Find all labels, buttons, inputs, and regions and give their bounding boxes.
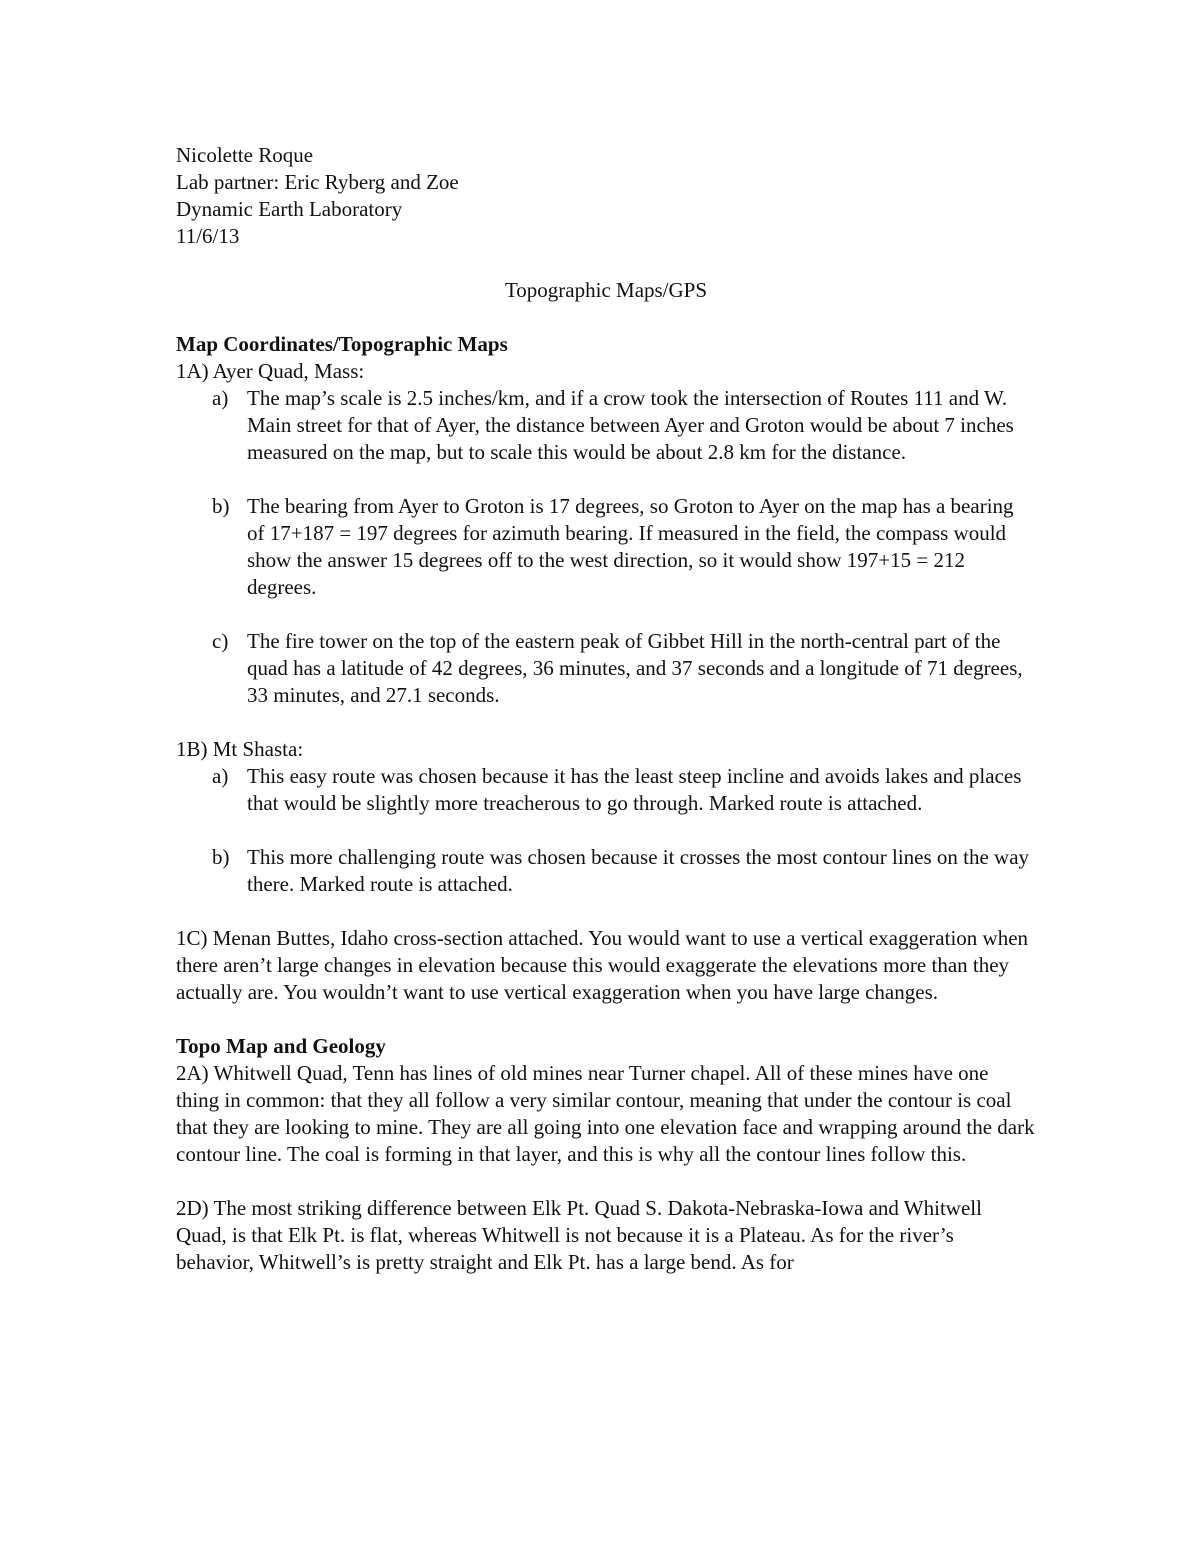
answer-1a-a [212,385,1036,466]
answer-1b-a [212,763,1036,817]
answer-1a-b [212,493,1036,601]
author-name: Nicolette Roque [176,143,314,167]
answer-text: The bearing from Ayer to Groton is 17 degrees, so Groton to Ayer on the map has a bearing of 17+187 = 197 degrees for azimuth bearing. If measured in the field, the compass would show the answer 15 degrees off to the west direction, so it would show 197+15 = 212 degrees. [247,494,1014,599]
answer-text: This easy route was chosen because it has the least steep incline and avoids lakes and places that would be slightly more treacherous to go through. Marked route is attached. [247,764,1022,815]
list-marker: a) [212,764,229,788]
answer-2a: 2A) Whitwell Quad, Tenn has lines of old mines near Turner chapel. All of these mines have one thing in common: that they all follow a very similar contour, meaning that under the contour is coal that they are looking to mine. They are all going into one elevation face and wrapping around the dark contour line. The coal is forming in that layer, and this is why all the contour lines follow this. [176,1061,1035,1166]
section-heading-topo-geology: Topo Map and Geology [176,1034,386,1058]
question-1b-label: 1B) Mt Shasta: [176,737,304,761]
question-1a-label: 1A) Ayer Quad, Mass: [176,359,365,383]
answer-1c: 1C) Menan Buttes, Idaho cross-section attached. You would want to use a vertical exaggeration when there aren’t large changes in elevation because this would exaggerate the elevations more than they actually are. You wouldn’t want to use vertical exaggeration when you have large changes. [176,926,1029,1004]
section-heading-map-coordinates: Map Coordinates/Topographic Maps [176,332,508,356]
document-page [176,142,1036,1276]
answer-1b-b [212,844,1036,898]
list-marker: b) [212,845,230,869]
list-marker: b) [212,494,230,518]
lab-partner: Lab partner: Eric Ryberg and Zoe [176,170,459,194]
list-marker: c) [212,629,229,653]
document-date: 11/6/13 [176,224,240,248]
document-title: Topographic Maps/GPS [504,278,708,302]
answer-1a-c [212,628,1036,709]
answer-text: The fire tower on the top of the eastern peak of Gibbet Hill in the north-central part of the quad has a latitude of 42 degrees, 36 minutes, and 37 seconds and a longitude of 71 degrees, 33 minutes, and 27.1 seconds. [247,629,1023,707]
answer-text: The map’s scale is 2.5 inches/km, and if a crow took the intersection of Routes 111 and W. Main street for that of Ayer, the distance between Ayer and Groton would be about 7 inches measured on the map, but to scale this would be about 2.8 km for the distance. [247,386,1014,464]
course-name: Dynamic Earth Laboratory [176,197,403,221]
list-marker: a) [212,386,229,410]
answer-2d: 2D) The most striking difference between Elk Pt. Quad S. Dakota-Nebraska-Iowa and Whitwell Quad, is that Elk Pt. is flat, whereas Whitwell is not because it is a Plateau. As for the river’s behavior, Whitwell’s is pretty straight and Elk Pt. has a large bend. As for [176,1196,982,1274]
answer-text: This more challenging route was chosen because it crosses the most contour lines on the way there. Marked route is attached. [247,845,1030,896]
